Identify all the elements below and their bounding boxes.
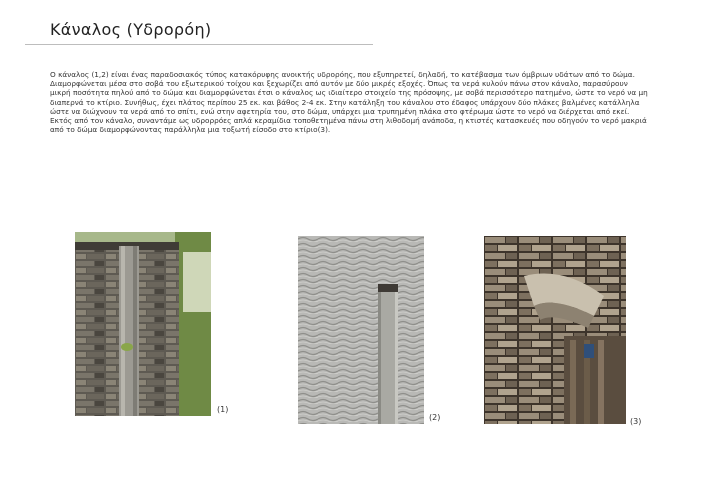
caption-1: (1): [217, 405, 229, 414]
caption-3: (3): [630, 417, 642, 426]
caption-2: (2): [429, 413, 441, 422]
page-title: Κάναλος (Υδρορόη): [50, 20, 212, 39]
photo-stone-wall-channel: [75, 232, 211, 416]
photo-stone-outlet-door: [484, 236, 626, 424]
title-divider: [25, 44, 373, 45]
photo-plaster-wall-channel: [298, 236, 424, 424]
paragraph-2: Εκτός από τον κάναλο, συναντάμε ως υδρορρόες απλά κεραμίδια τοποθετημένα πάνω στη λιθοδομή ανάποδα, η κτιστές κατασκευές που οδηγούν το νερό μακριά από το δώμα διαμορφώνοντας παράλληλα μια τοξωτή είσοδο στο κτίριο(3).: [50, 116, 647, 135]
paragraph-1: Ο κάναλος (1,2) είναι ένας παραδοσιακός τύπος κατακόρυφης ανοικτής υδρορόης, που εξυπηρετεί, δηλαδή, το κατέβασμα των όμβριων υδάτων από το δώμα. Διαμορφώνεται μέσα στο σοβά του εξωτερικού τοίχου και ξεχωρίζει από αυτόν με δύο μικρές εξοχές. Όπως τα νερά κυλούν πάνω στον κάναλο, παρασύρουν μικρή ποσότητα πηλού από το δώμα και διαμορφώνεται έτσι ο κάναλος ως ιδιαίτερο στοιχείο της πρόσοψης, με σοβά περισσότερο πατημένο, ώστε το νερό να μη διαπερνά το κτίριο. Συνήθως, έχει πλάτος περίπου 25 εκ. και βάθος 2-4 εκ. Στην κατάληξη του κάναλου στο έδαφος υπάρχουν δύο πλάκες βαλμένες κατάλληλα ώστε να διώχνουν τα νερά από το σπίτι, ενώ στην αφετηρία του, στο δώμα, υπάρχει μια τρυπημένη πλάκα στο φτέρωμα ώστε το νερό να διέρχεται από εκεί.: [50, 70, 648, 116]
body-text: [50, 70, 650, 134]
